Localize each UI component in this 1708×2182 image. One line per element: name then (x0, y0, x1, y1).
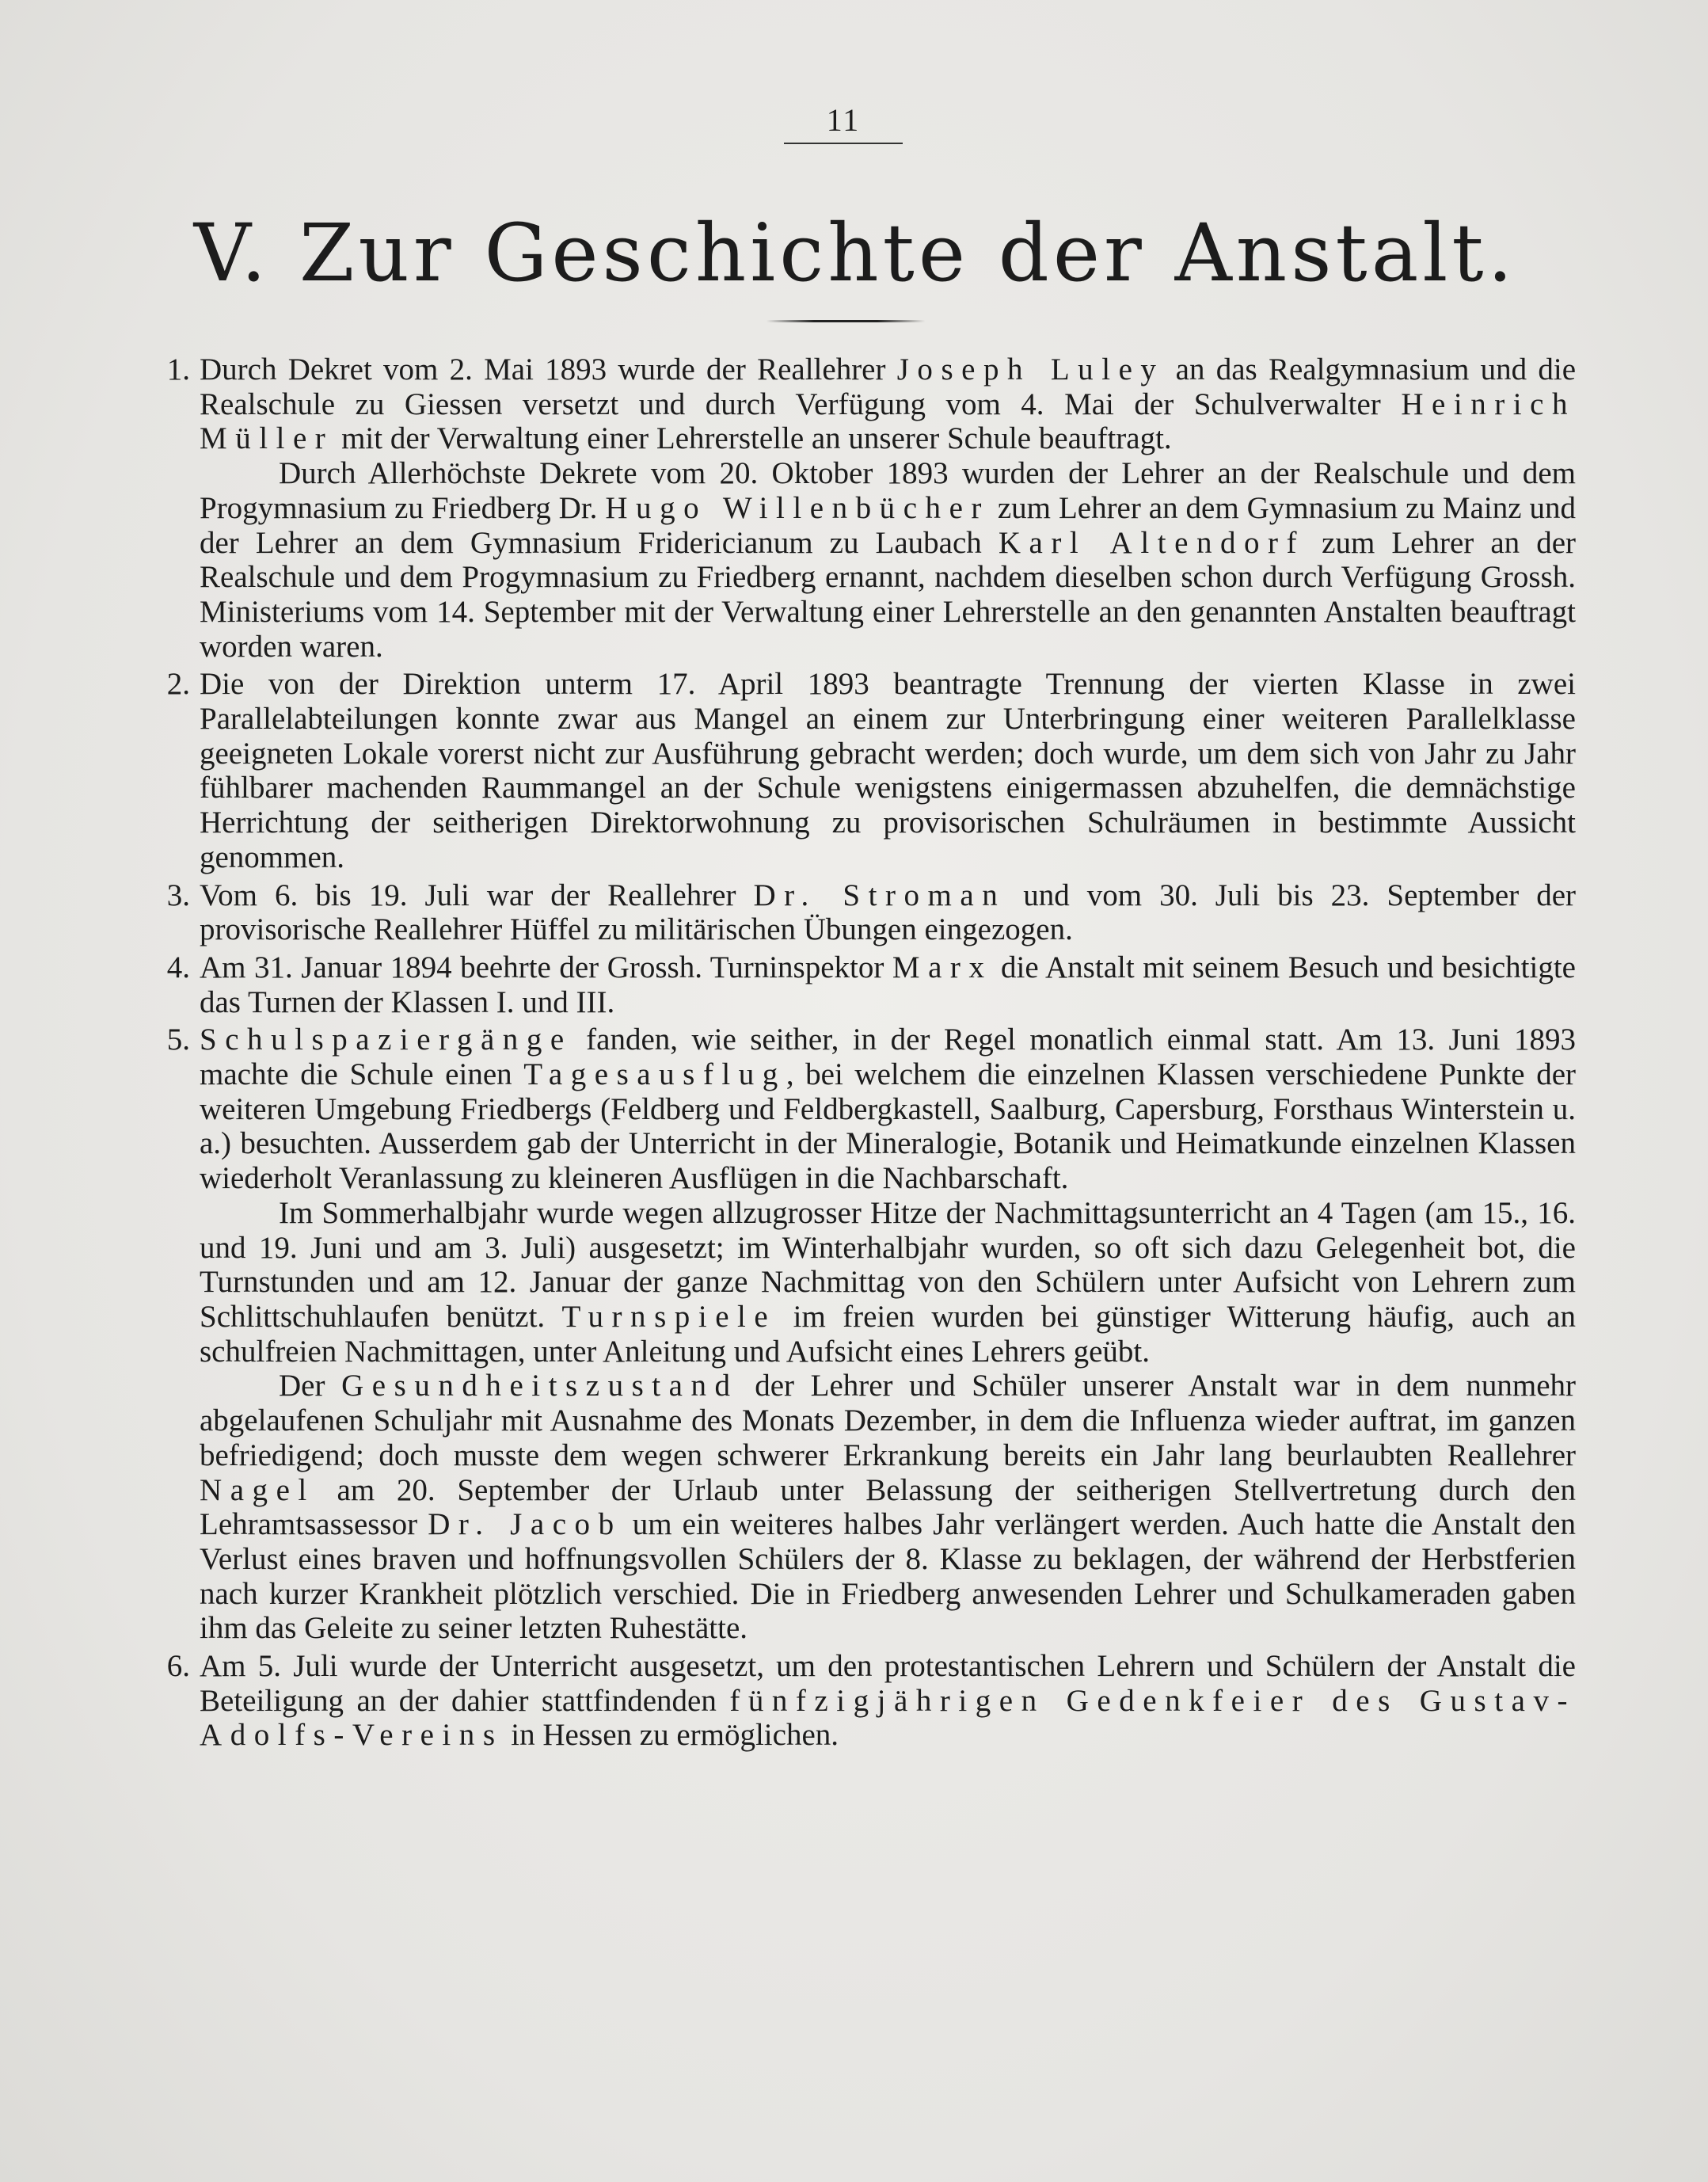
text-run: der Lehrer und Schüler unserer Anstalt war in dem nunmehr abgelaufenen Schuljahr mit Ausnahme des Monats Dezember, in dem die Influenza wieder auftrat, im ganzen befriedigend; doch musste dem wegen schwerer Erkrankung bereits ein Jahr lang beurlaubten Reallehrer (200, 1369, 1577, 1472)
list-item (150, 352, 1576, 664)
item-number: 4. (166, 950, 190, 984)
paragraph (200, 456, 1576, 664)
text-run: die Anstalt mit seinem Besuch und besichtigte das Turnen der Klassen I. und III. (200, 950, 1576, 1019)
text-run: , bei welchem die einzelnen Klassen verschiedene Punkte der weiteren Umgebung Friedbergs (Feldberg und Feldbergkastell, Saalburg, Capersburg, Forsthaus Winterstein u. a.) besuchten. Ausserdem gab der Unterricht in der Mineralogie, Botanik und Heimatkunde einzelnen Klassen wiederholt Veranlassung zu kleineren Ausflügen in die Nachbarschaft. (200, 1057, 1576, 1196)
spaced-name: Hugo Willenbücher (605, 490, 990, 525)
item-number: 3. (166, 878, 190, 912)
spaced-name: Joseph Luley (896, 352, 1165, 387)
text-run: Der (279, 1369, 342, 1403)
spaced-name: Dr. Stroman (753, 878, 1006, 912)
text-run: zum Lehrer an dem Gymnasium zu Mainz und der Lehrer an dem Gymnasium Fridericianum zu Laubach (200, 490, 1576, 560)
spaced-name: Heinrich Müller (200, 387, 1576, 456)
paragraph (200, 1369, 1576, 1646)
paragraph (200, 1196, 1576, 1369)
text-run: Am 5. Juli wurde der Unterricht ausgesetzt, um den protestantischen Lehrern und Schülern der Anstalt die Beteiligung an der dahier stattfindenden (200, 1649, 1576, 1718)
text-run: Durch Dekret vom 2. Mai 1893 wurde der Reallehrer (200, 352, 897, 387)
item-number: 2. (166, 667, 190, 702)
text-run: Am 31. Januar 1894 beehrte der Grossh. Turninspektor (200, 950, 892, 984)
text-run: um ein weiteres halbes Jahr verlängert werden. Auch hatte die Anstalt den Verlust eines braven und hoffnungsvollen Schülers der 8. Klasse zu beklagen, der während der Herbstferien nach kurzer Krankheit plötzlich verschied. Die in Friedberg anwesenden Lehrer und Schulkameraden gaben ihm das Geleite zu seiner letzten Ruhestätte. (200, 1507, 1576, 1646)
text-run: Im Sommerhalbjahr wurde wegen allzugrosser Hitze der Nachmittagsunterricht an 4 Tagen (am 15., 16. und 19. Juni und am 3. Juli) ausgesetzt; im Winterhalbjahr wurden, so oft sich dazu Gelegenheit bot, die Turnstunden und am 12. Januar der ganze Nachmittag von den Schülern unter Aufsicht von Lehrern zum Schlittschuhlaufen benützt. (200, 1195, 1576, 1334)
spaced-name: Marx (892, 950, 993, 984)
spaced-name: Nagel (200, 1472, 315, 1507)
spaced-name: Dr. Jacob (428, 1507, 622, 1542)
spaced-name: Gesundheitszustand (341, 1369, 739, 1403)
paragraph (200, 878, 1576, 947)
text-run: mit der Verwaltung einer Lehrerstelle an unserer Schule beauftragt. (333, 421, 1172, 456)
item-number: 6. (166, 1649, 190, 1684)
paragraph (200, 950, 1576, 1019)
document-body (150, 352, 1576, 1753)
section-title: V. Zur Geschichte der Anstalt. (193, 207, 1517, 299)
list-item (150, 878, 1576, 947)
paragraph (200, 667, 1576, 874)
text-run: im freien wurden bei günstiger Witterung häufig, auch an schulfreien Nachmittagen, unter Anleitung und Aufsicht eines Lehrers geübt. (200, 1299, 1576, 1369)
text-run: Durch Allerhöchste Dekrete vom 20. Oktober 1893 wurden der Lehrer an der Realschule und dem Progymnasium zu Friedberg Dr. (200, 456, 1576, 525)
list-item (150, 667, 1576, 874)
text-run: an das Realgymnasium und die Realschule zu Giessen versetzt und durch Verfügung vom 4. Mai der Schulverwalter (200, 352, 1577, 421)
spaced-name: Schulspaziergänge (200, 1022, 573, 1057)
text-run: und vom 30. Juli bis 23. September der provisorische Reallehrer Hüffel zu militärischen Übungen eingezogen. (200, 878, 1576, 947)
text-run: zum Lehrer an der Realschule und dem Progymnasium zu Friedberg ernannt, nachdem dieselben schon durch Verfügung Grossh. Ministeriums vom 14. September mit der Verwaltung einer Lehrerstelle an den genannten Anstalten beauftragt worden waren. (200, 525, 1576, 664)
spaced-name: Karl Altendorf (998, 525, 1306, 560)
spaced-name: Tagesausflug (523, 1057, 786, 1092)
text-run: Vom 6. bis 19. Juli war der Reallehrer (200, 878, 754, 912)
page-number: 11 (826, 102, 861, 138)
list-item (150, 950, 1576, 1019)
page-number-rule (784, 143, 903, 144)
text-run: in Hessen zu ermöglichen. (503, 1718, 839, 1753)
title-rule (767, 320, 925, 322)
paragraph (200, 352, 1576, 456)
spaced-name: Turnspiele (561, 1299, 777, 1334)
item-number: 5. (166, 1022, 190, 1057)
text-run: fanden, wie seither, in der Regel monatlich einmal statt. Am 13. Juni 1893 machte die Schule einen (200, 1022, 1576, 1092)
item-number: 1. (166, 352, 190, 387)
list-item (150, 1649, 1576, 1753)
paragraph (200, 1649, 1576, 1753)
text-run: Die von der Direktion unterm 17. April 1893 beantragte Trennung der vierten Klasse in zwei Parallelabteilungen konnte zwar aus Mangel an einem zur Unterbringung einer weiteren Parallelklasse geeigneten Lokale vorerst nicht zur Ausführung gebracht werden; doch wurde, um dem sich von Jahr zu Jahr fühlbarer machenden Raummangel an der Schule wenigstens einigermassen abzuhelfen, die demnächstige Herrichtung der seitherigen Direktorwohnung zu provisorischen Schulräumen in bestimmte Aussicht genommen. (200, 667, 1576, 874)
text-run: am 20. September der Urlaub unter Belassung der seitherigen Stellvertretung durch den Lehramtsassessor (200, 1472, 1576, 1542)
spaced-name: fünfzigjährigen Gedenkfeier des Gustav-Adolfs-Vereins (200, 1683, 1576, 1753)
list-item (150, 1022, 1576, 1646)
paragraph (200, 1022, 1576, 1196)
